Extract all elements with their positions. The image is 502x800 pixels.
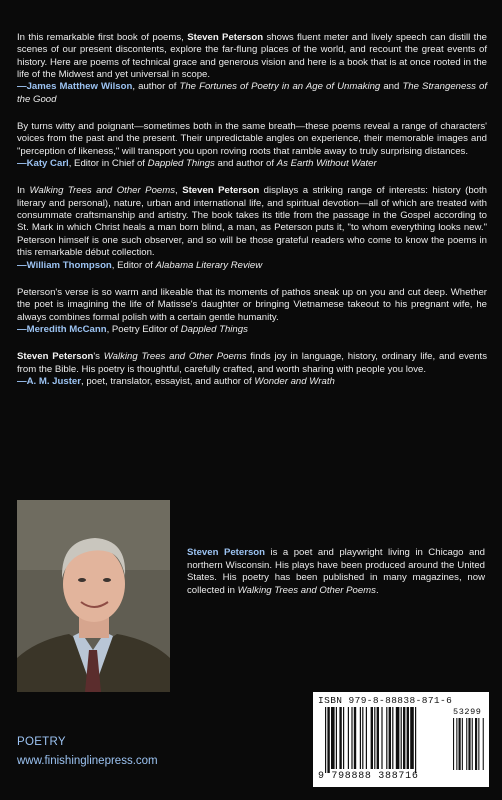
barcode-bar bbox=[410, 707, 414, 769]
blurb-attribution: —A. M. Juster, poet, translator, essayist, and author of Wonder and Wrath bbox=[17, 375, 335, 387]
blurb-author: —Katy Carl bbox=[17, 158, 69, 170]
addon-bar bbox=[462, 718, 463, 770]
barcode-bar bbox=[354, 707, 356, 769]
blurb-author: —James Matthew Wilson bbox=[17, 81, 133, 93]
barcode-bar bbox=[396, 707, 400, 769]
addon-bar bbox=[453, 718, 454, 770]
barcode-bar bbox=[339, 707, 341, 769]
addon-digits: 53299 bbox=[453, 707, 482, 717]
addon-bar bbox=[468, 718, 470, 770]
blurb-text: By turns witty and poignant—sometimes both in the same breath—these poems reveal a range of characters' voices from the past and the present. Their unpredictable angles on experience, their memorable images and "perception of likeness," will transport you upon roving roots that ramble away to truly surprising distances. bbox=[17, 121, 487, 157]
addon-bar bbox=[472, 718, 473, 770]
addon-bar bbox=[478, 718, 479, 770]
blurb-author: —Meredith McCann bbox=[17, 323, 107, 335]
barcode-bar bbox=[360, 707, 361, 769]
publisher-url[interactable]: www.finishinglinepress.com bbox=[17, 755, 158, 767]
barcode-bar bbox=[407, 707, 409, 769]
barcode-bar bbox=[343, 707, 344, 769]
blurb-text: Steven Peterson's Walking Trees and Other Poems finds joy in language, history, ordinary life, and events from the Bible. His poetry is thoughtful, carefully crafted, and worth sharing with people you love. bbox=[17, 351, 488, 375]
isbn-label: ISBN 979-8-88838-871-6 bbox=[318, 695, 453, 706]
blurb-wilson bbox=[17, 32, 487, 106]
barcode-bar bbox=[331, 707, 335, 769]
barcode-bar bbox=[377, 707, 379, 769]
barcode-bar bbox=[401, 707, 402, 769]
barcode-bar bbox=[374, 707, 375, 769]
barcode-bar bbox=[381, 707, 382, 769]
addon-bar bbox=[475, 718, 477, 770]
blurb-attribution: —James Matthew Wilson, author of The Fortunes of Poetry in an Age of Unmaking and The Strangeness of the Good bbox=[17, 81, 487, 105]
genre-label: POETRY bbox=[17, 736, 66, 748]
author-bio bbox=[187, 547, 485, 597]
barcode-bar bbox=[415, 707, 416, 773]
ean-digits: 9 798888 388716 bbox=[318, 771, 419, 782]
blurb-thompson bbox=[17, 185, 487, 271]
blurb-text: In Walking Trees and Other Poems, Steven Peterson displays a striking range of interests: history (both literary and personal), nature, urban and international life, and spiritual devotion—all of which are treated with consummate craftsmanship and artistry. The book takes its title from the passage in the Gospel according to St. Mark in which Christ heals a man born blind, a man, as Peterson puts it, "to whom everything looks new." Peterson himself is one such observer, and so will be those grateful readers who come to know the poems in this remarkable début collection. bbox=[17, 185, 487, 259]
blurb-juster bbox=[17, 351, 487, 388]
bio-book-title: Walking Trees and Other Poems bbox=[237, 584, 376, 596]
blurb-carl bbox=[17, 121, 487, 170]
blurb-author: —A. M. Juster bbox=[17, 375, 81, 387]
barcode-bar bbox=[362, 707, 363, 769]
barcode-bar bbox=[403, 707, 405, 769]
author-name: Steven Peterson bbox=[187, 32, 264, 43]
addon-bar bbox=[466, 718, 467, 770]
blurb-attribution: —Meredith McCann, Poetry Editor of Dappled Things bbox=[17, 323, 248, 335]
blurb-attribution: —Katy Carl, Editor in Chief of Dappled Things and author of As Earth Without Water bbox=[17, 158, 377, 170]
addon-bar bbox=[483, 718, 484, 770]
barcode-bar bbox=[392, 707, 393, 769]
isbn-barcode bbox=[313, 692, 489, 787]
blurb-text: Peterson's verse is so warm and likeable that its moments of pathos sneak up on you and cut deep. Whether the poet is imagining the life of Matisse's daughter or bringing Vietnamese takeout to his pregnant wife, he always combines formal polish with a certain gentle humanity. bbox=[17, 286, 487, 323]
author-name: Steven Peterson bbox=[17, 351, 94, 363]
author-name: Steven Peterson bbox=[182, 185, 260, 197]
barcode-bar bbox=[327, 707, 329, 773]
barcode-bar bbox=[371, 707, 373, 769]
barcode-bar bbox=[348, 707, 349, 769]
blurb-attribution: —William Thompson, Editor of Alabama Literary Review bbox=[17, 259, 263, 271]
barcode-bar bbox=[325, 707, 326, 773]
barcode-bar bbox=[366, 707, 367, 769]
author-photo bbox=[17, 500, 170, 692]
bio-text: Steven Peterson is a poet and playwright living in Chicago and northern Wisconsin. His plays have been produced around the United States. His poetry has been published in many magazines, now collected in Walking Trees and Other Poems. bbox=[187, 547, 485, 596]
barcode-bar bbox=[386, 707, 387, 769]
blurb-text: In this remarkable first book of poems, Steven Peterson shows fluent meter and lively speech can distill the scenes of our present discontents, explore the far-flung places of the world, and recount the great events of history. Here are poems of technical grace and generous vision and here is a book that is at once rooted in the life of the Midwest and yet universal in scope. bbox=[17, 32, 487, 81]
barcode-bar bbox=[351, 707, 352, 769]
blurbs-section bbox=[17, 32, 487, 403]
bio-name: Steven Peterson bbox=[187, 547, 265, 558]
blurb-author: —William Thompson bbox=[17, 259, 112, 271]
barcode-bar bbox=[336, 707, 337, 769]
addon-bar bbox=[459, 718, 461, 770]
blurb-mccann bbox=[17, 287, 487, 336]
barcode-bar bbox=[389, 707, 391, 769]
addon-bar bbox=[456, 718, 457, 770]
